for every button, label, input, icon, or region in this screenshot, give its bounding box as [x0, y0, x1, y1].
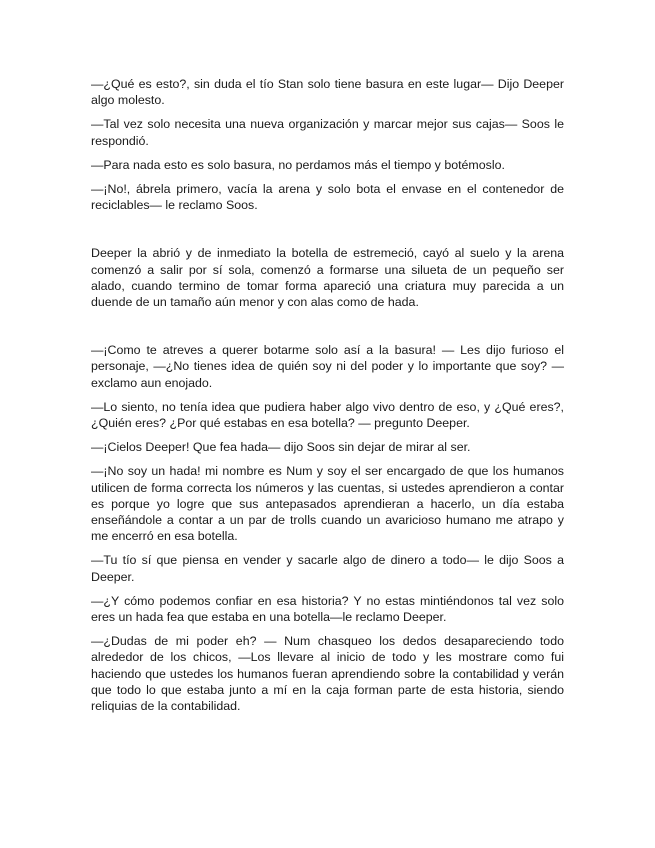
- paragraph-6: —¡Como te atreves a querer botarme solo así a la basura! — Les dijo furioso el personaje, —¿No tienes idea de quién soy ni del poder y lo importante que soy? — exclamo aun enojado.: [91, 343, 564, 390]
- paragraph-2: —Tal vez solo necesita una nueva organización y marcar mejor sus cajas— Soos le respondió.: [91, 117, 564, 148]
- paragraph-5: Deeper la abrió y de inmediato la botella de estremeció, cayó al suelo y la arena comenzó a salir por sí sola, comenzó a formarse una silueta de un pequeño ser alado, cuando termino de tomar forma apareció una criatura muy parecida a un duende de un tamaño aún menor y con alas como de hada.: [91, 246, 564, 310]
- section-gap: [91, 318, 564, 342]
- paragraph-3: —Para nada esto es solo basura, no perdamos más el tiempo y botémoslo.: [91, 157, 505, 172]
- document-page: [91, 76, 564, 722]
- paragraph-12: —¿Dudas de mi poder eh? — Num chasqueo los dedos desapareciendo todo alrededor de los chicos, —Los llevare al inicio de todo y les mostrare como fui haciendo que ustedes los humanos fueran aprendiendo sobre la contabilidad y verán que todo lo que estaba junto a mí en la caja forman parte de esta historia, siendo reliquias de la contabilidad.: [91, 634, 564, 714]
- paragraph-10: —Tu tío sí que piensa en vender y sacarle algo de dinero a todo— le dijo Soos a Deeper.: [91, 553, 564, 584]
- paragraph-1: —¿Qué es esto?, sin duda el tío Stan solo tiene basura en este lugar— Dijo Deeper algo molesto.: [91, 77, 564, 108]
- paragraph-8: —¡Cielos Deeper! Que fea hada— dijo Soos sin dejar de mirar al ser.: [91, 440, 471, 455]
- paragraph-9: —¡No soy un hada! mi nombre es Num y soy el ser encargado de que los humanos utilicen de forma correcta los números y las cuentas, si ustedes aprendieron a contar es porque yo logre que sus antepasados aprendieran a hacerlo, un día estaba enseñándole a contar a un par de trolls cuando un avaricioso humano me atrapo y me encerró en esa botella.: [91, 464, 564, 544]
- paragraph-7: —Lo siento, no tenía idea que pudiera haber algo vivo dentro de eso, y ¿Qué eres?, ¿Quién eres? ¿Por qué estabas en esa botella? — pregunto Deeper.: [91, 399, 564, 431]
- paragraph-4: —¡No!, ábrela primero, vacía la arena y solo bota el envase en el contenedor de reciclables— le reclamo Soos.: [91, 182, 564, 213]
- section-gap: [91, 221, 564, 245]
- paragraph-11: —¿Y cómo podemos confiar en esa historia? Y no estas mintiéndonos tal vez solo eres un hada fea que estaba en una botella—le reclamo Deeper.: [91, 593, 564, 625]
